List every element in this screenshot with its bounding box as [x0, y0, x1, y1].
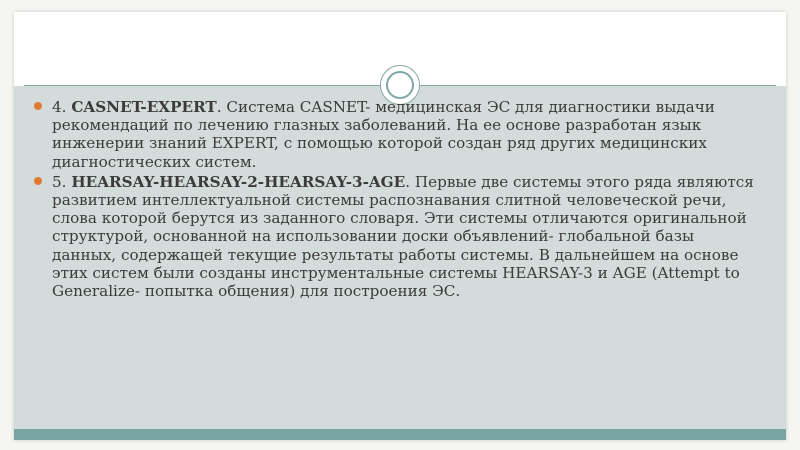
- circle-ornament-ring: [386, 71, 414, 99]
- item-number: 5.: [52, 172, 72, 191]
- item-text: . Первые две системы этого ряда являются развитием интеллектуальной системы распознавания слитной человеческой речи, слова которой берутся из заданного словаря. Эти системы отличаются оригинальной структурой, основанной на использовании доски объявлений- глобальной базы данных, содержащей текущие результаты работы системы. В дальнейшем на основе этих систем были созданы инструментальные системы HEARSAY-3 и AGE (Attempt to Generalize- попытка общения) для построения ЭС.: [52, 172, 754, 301]
- item-title: CASNET-EXPERT: [71, 98, 217, 116]
- item-number: 4.: [52, 98, 72, 116]
- list-item-hearsay: [34, 173, 760, 300]
- bullet-icon: [34, 102, 42, 110]
- slide-body-text: [34, 98, 760, 302]
- bottom-accent-band: [14, 429, 786, 440]
- item-text: . Система CASNET- медицинская ЭС для диагностики выдачи рекомендаций по лечению глазных заболеваний. На ее основе разработан язык инженерии знаний EXPERT, с помощью которой создан ряд других медицинских диагностических систем.: [52, 98, 715, 171]
- list-item-casnet: [34, 98, 760, 171]
- bullet-icon: [34, 177, 42, 185]
- item-title: HEARSAY-HEARSAY-2-HEARSAY-3-AGE: [71, 172, 406, 191]
